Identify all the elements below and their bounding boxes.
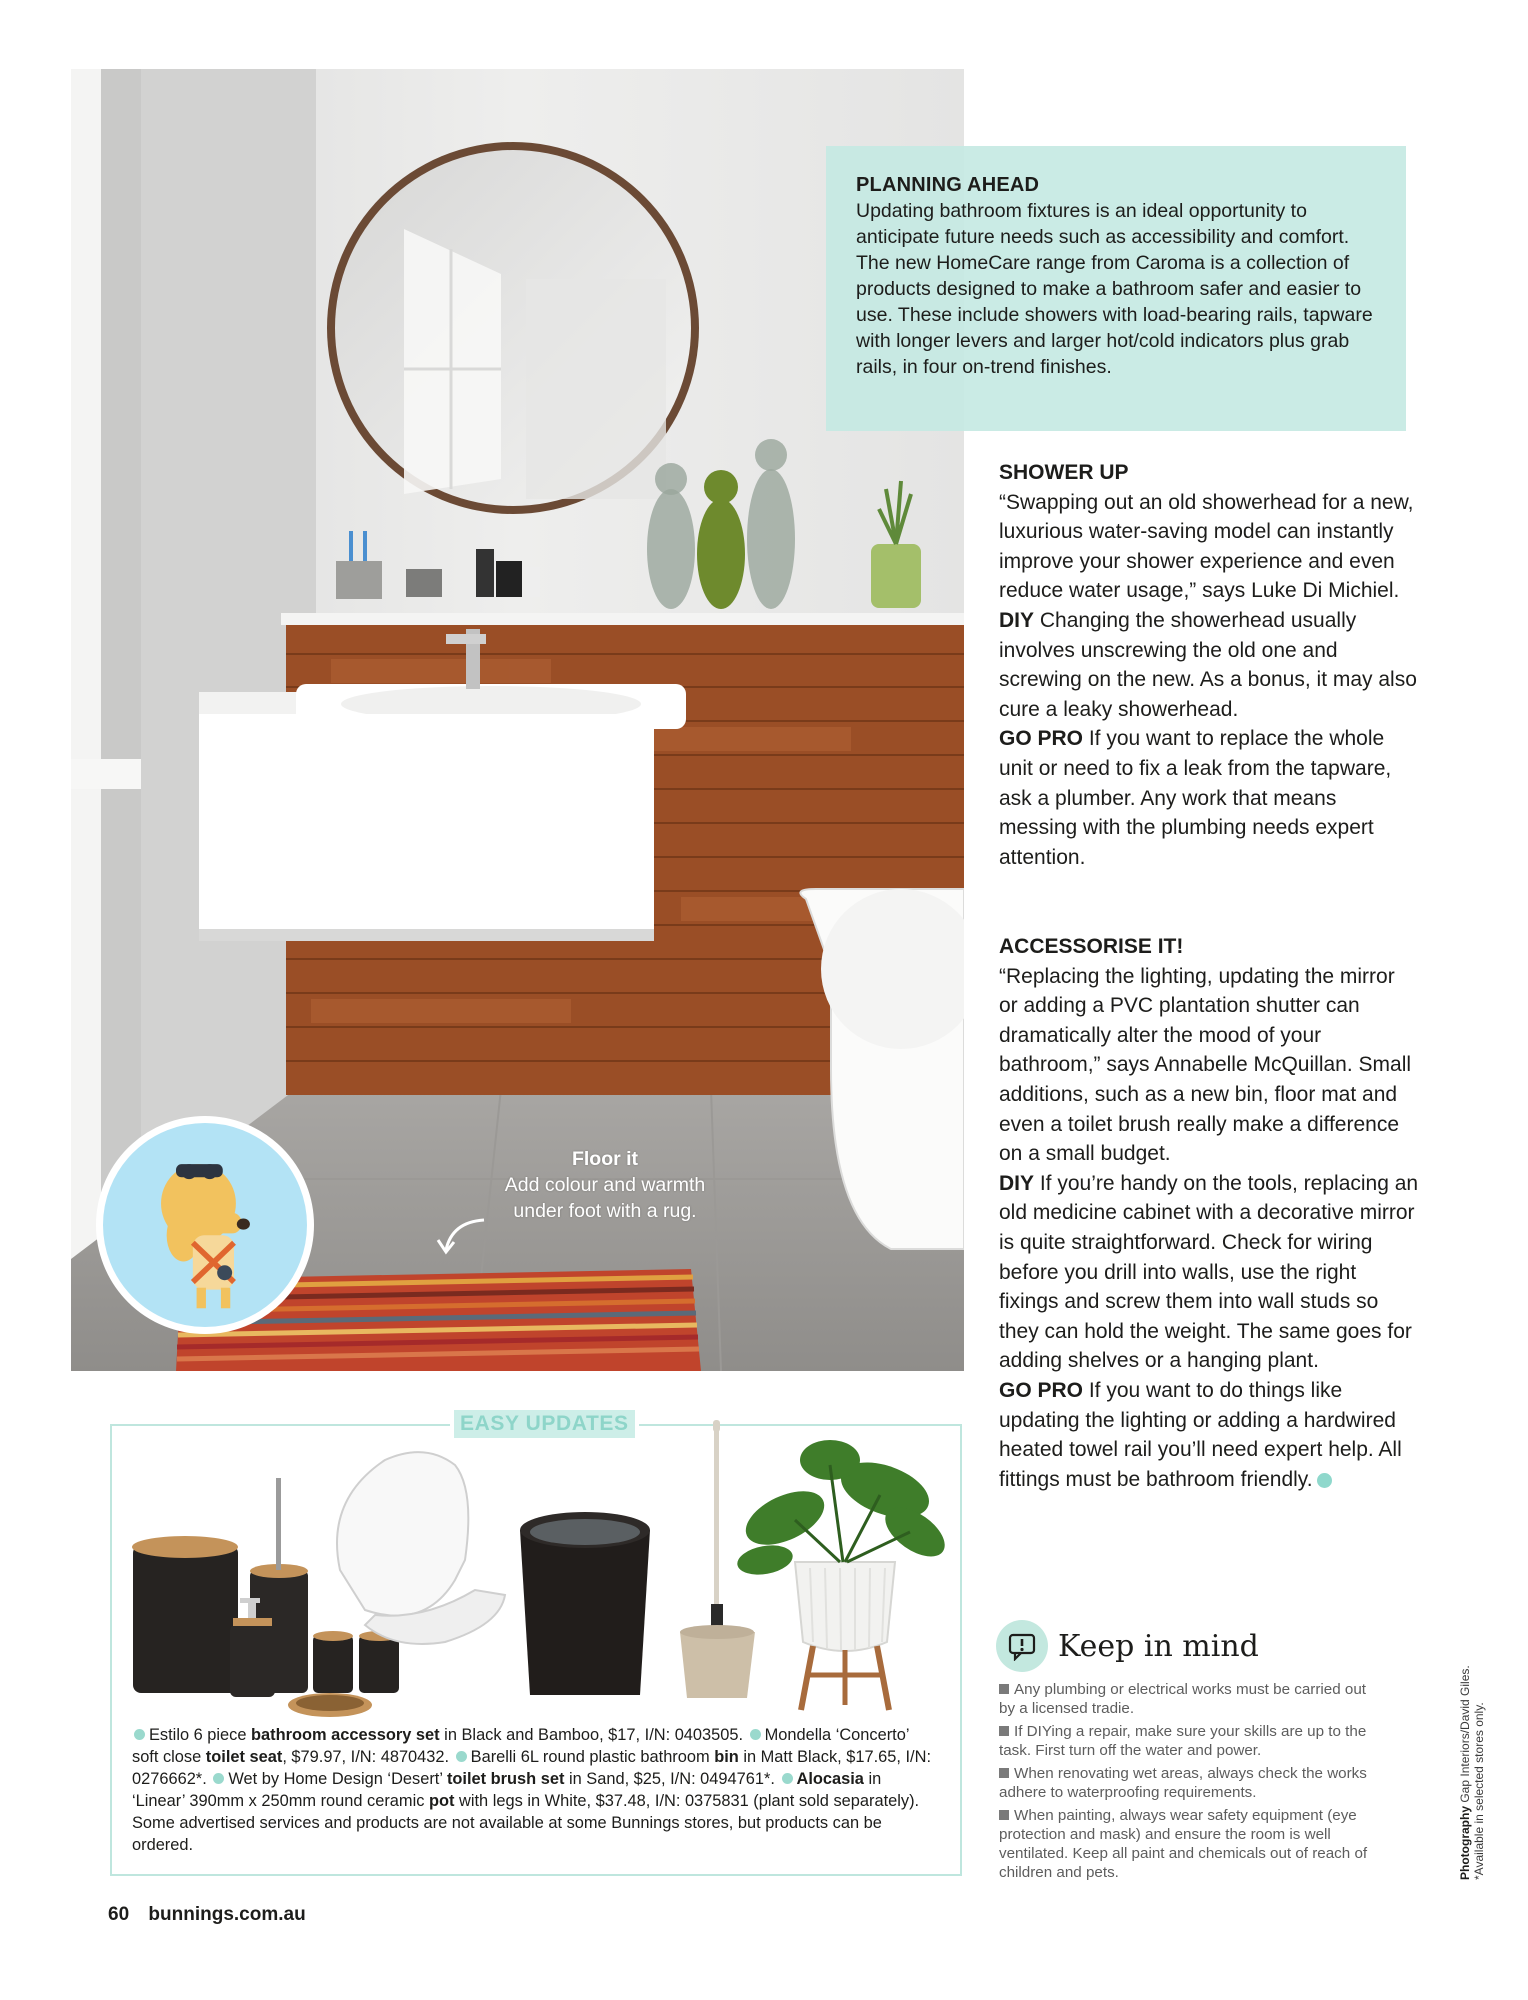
product-desc: in Black and Bamboo, $17, I/N: 0403505.	[439, 1726, 744, 1744]
planning-ahead-body: Updating bathroom fixtures is an ideal opportunity to anticipate future needs such as accessibility and comfort. The new HomeCare range from Caroma is a collection of products designed to make a bathroom safer and easier to use. These include showers with load-bearing rails, tapware with longer levers and larger hot/cold indicators plus grab rails, in four on-trend finishes.	[856, 200, 1373, 378]
product-desc: , $79.97, I/N: 4870432.	[282, 1748, 450, 1766]
product-desc: in Matt Black, $17.65, I/N: 0276662*.	[132, 1748, 932, 1788]
product-desc: Mondella ‘Concerto’ soft close	[132, 1726, 909, 1766]
product-name: Alocasia	[796, 1770, 864, 1788]
dog-mascot-icon	[103, 1123, 307, 1327]
accessorise-section	[999, 932, 1419, 1494]
product-desc: Wet by Home Design ‘Desert’	[228, 1770, 447, 1788]
gopro-label: GO PRO	[999, 727, 1084, 751]
mascot-badge	[96, 1116, 314, 1334]
planning-ahead-panel	[826, 146, 1406, 431]
accessorise-diy	[999, 1169, 1419, 1376]
curved-arrow-icon	[432, 1214, 492, 1258]
shower-up-gopro	[999, 724, 1419, 872]
accessorise-gopro	[999, 1376, 1419, 1494]
toilet-seat-icon	[337, 1452, 505, 1644]
product-desc: in Sand, $25, I/N: 0494761*.	[564, 1770, 775, 1788]
list-item: When renovating wet areas, always check the works adhere to waterproofing requirements.	[999, 1764, 1371, 1802]
availability-note: *Available in selected stores only.	[1472, 1702, 1486, 1880]
floor-callout	[480, 1146, 730, 1224]
list-item: When painting, always wear safety equipment (eye protection and mask) and ensure the room is well ventilated. Keep all paint and chemicals out of reach of children and pets.	[999, 1806, 1371, 1882]
shower-up-section	[999, 458, 1419, 872]
callout-body: Add colour and warmth under foot with a rug.	[504, 1174, 706, 1222]
round-bin-icon	[520, 1512, 650, 1695]
accessorise-diy-text: If you’re handy on the tools, replacing an old medicine cabinet with a decorative mirror is quite straightforward. Check for wiring before you drill into walls, use the right fixings and screw them into wall studs so they can hold the weight. The same goes for adding shelves or a hanging plant.	[999, 1171, 1419, 1373]
product-name: pot	[428, 1792, 455, 1810]
diy-label: DIY	[999, 608, 1035, 632]
product-images	[125, 1420, 925, 1710]
planning-ahead-title: PLANNING AHEAD	[856, 174, 1040, 196]
bullet-dot-icon	[456, 1751, 467, 1762]
bullet-dot-icon	[750, 1729, 761, 1740]
product-name: toilet seat	[205, 1748, 283, 1766]
accessorise-title: ACCESSORISE IT!	[999, 935, 1184, 958]
easy-updates-label: EASY UPDATES	[454, 1410, 635, 1438]
shower-up-title: SHOWER UP	[999, 461, 1129, 484]
product-name: toilet brush set	[446, 1770, 565, 1788]
shower-up-quote: “Swapping out an old showerhead for a new, luxurious water-saving model can instantly improve your shower experience and even reduce water usage,” says Luke Di Michiel.	[999, 490, 1414, 603]
diy-label: DIY	[999, 1171, 1035, 1195]
shower-diy-text: Changing the showerhead usually involves unscrewing the old one and screwing on the new. As a bonus, it may also cure a leaky showerhead.	[999, 608, 1417, 721]
product-desc: Estilo 6 piece	[149, 1726, 252, 1744]
accessorise-gopro-text: If you want to do things like updating the lighting or adding a hardwired heated towel rail you’ll need expert help. All fittings must be bathroom friendly.	[999, 1378, 1402, 1491]
keep-in-mind-header	[996, 1620, 1259, 1672]
product-name: bin	[714, 1748, 739, 1766]
callout-title: Floor it	[571, 1148, 639, 1170]
keep-in-mind-title: Keep in mind	[1058, 1628, 1259, 1664]
photo-credits	[1458, 1665, 1486, 1880]
shower-up-diy	[999, 606, 1419, 724]
product-name: bathroom accessory set	[251, 1726, 440, 1744]
products-illustration	[125, 1420, 925, 1710]
accessorise-quote: “Replacing the lighting, updating the mirror or adding a PVC plantation shutter can dramatically alter the mood of your bathroom,” says Annabelle McQuillan. Small additions, such as a new bin, floor mat and even a toilet brush really make a difference on a small budget.	[999, 964, 1412, 1166]
bullet-dot-icon	[782, 1773, 793, 1784]
easy-updates-details	[132, 1724, 932, 1856]
page-footer	[108, 1904, 306, 1926]
keep-in-mind-list	[999, 1680, 1371, 1886]
speech-bubble-alert-icon	[996, 1620, 1048, 1672]
easy-updates-title	[450, 1410, 639, 1438]
site-link[interactable]: bunnings.com.au	[148, 1904, 306, 1925]
plant-pot-icon	[735, 1440, 953, 1710]
credit-label: Photography	[1458, 1806, 1472, 1880]
bullet-dot-icon	[213, 1773, 224, 1784]
end-dot-icon	[1317, 1473, 1332, 1488]
product-desc: Barelli 6L round plastic bathroom	[470, 1748, 715, 1766]
credit-photographer: Gap Interiors/David Giles.	[1458, 1665, 1472, 1803]
bullet-dot-icon	[134, 1729, 145, 1740]
shower-gopro-text: If you want to replace the whole unit or need to fix a leak from the tapware, ask a plumber. Any work that means messing with the plumbing needs expert attention.	[999, 727, 1392, 869]
product-desc: in ‘Linear’ 390mm x 250mm round ceramic	[132, 1770, 882, 1810]
product-desc: with legs in White, $37.48, I/N: 0375831 (plant sold separately). Some advertised services and products are not available at some Bunnings stores, but products can be ordered.	[132, 1792, 920, 1854]
gopro-label: GO PRO	[999, 1378, 1084, 1402]
list-item: If DIYing a repair, make sure your skills are up to the task. First turn off the water and power.	[999, 1722, 1371, 1760]
list-item: Any plumbing or electrical works must be carried out by a licensed tradie.	[999, 1680, 1371, 1718]
page-number: 60	[108, 1904, 130, 1925]
